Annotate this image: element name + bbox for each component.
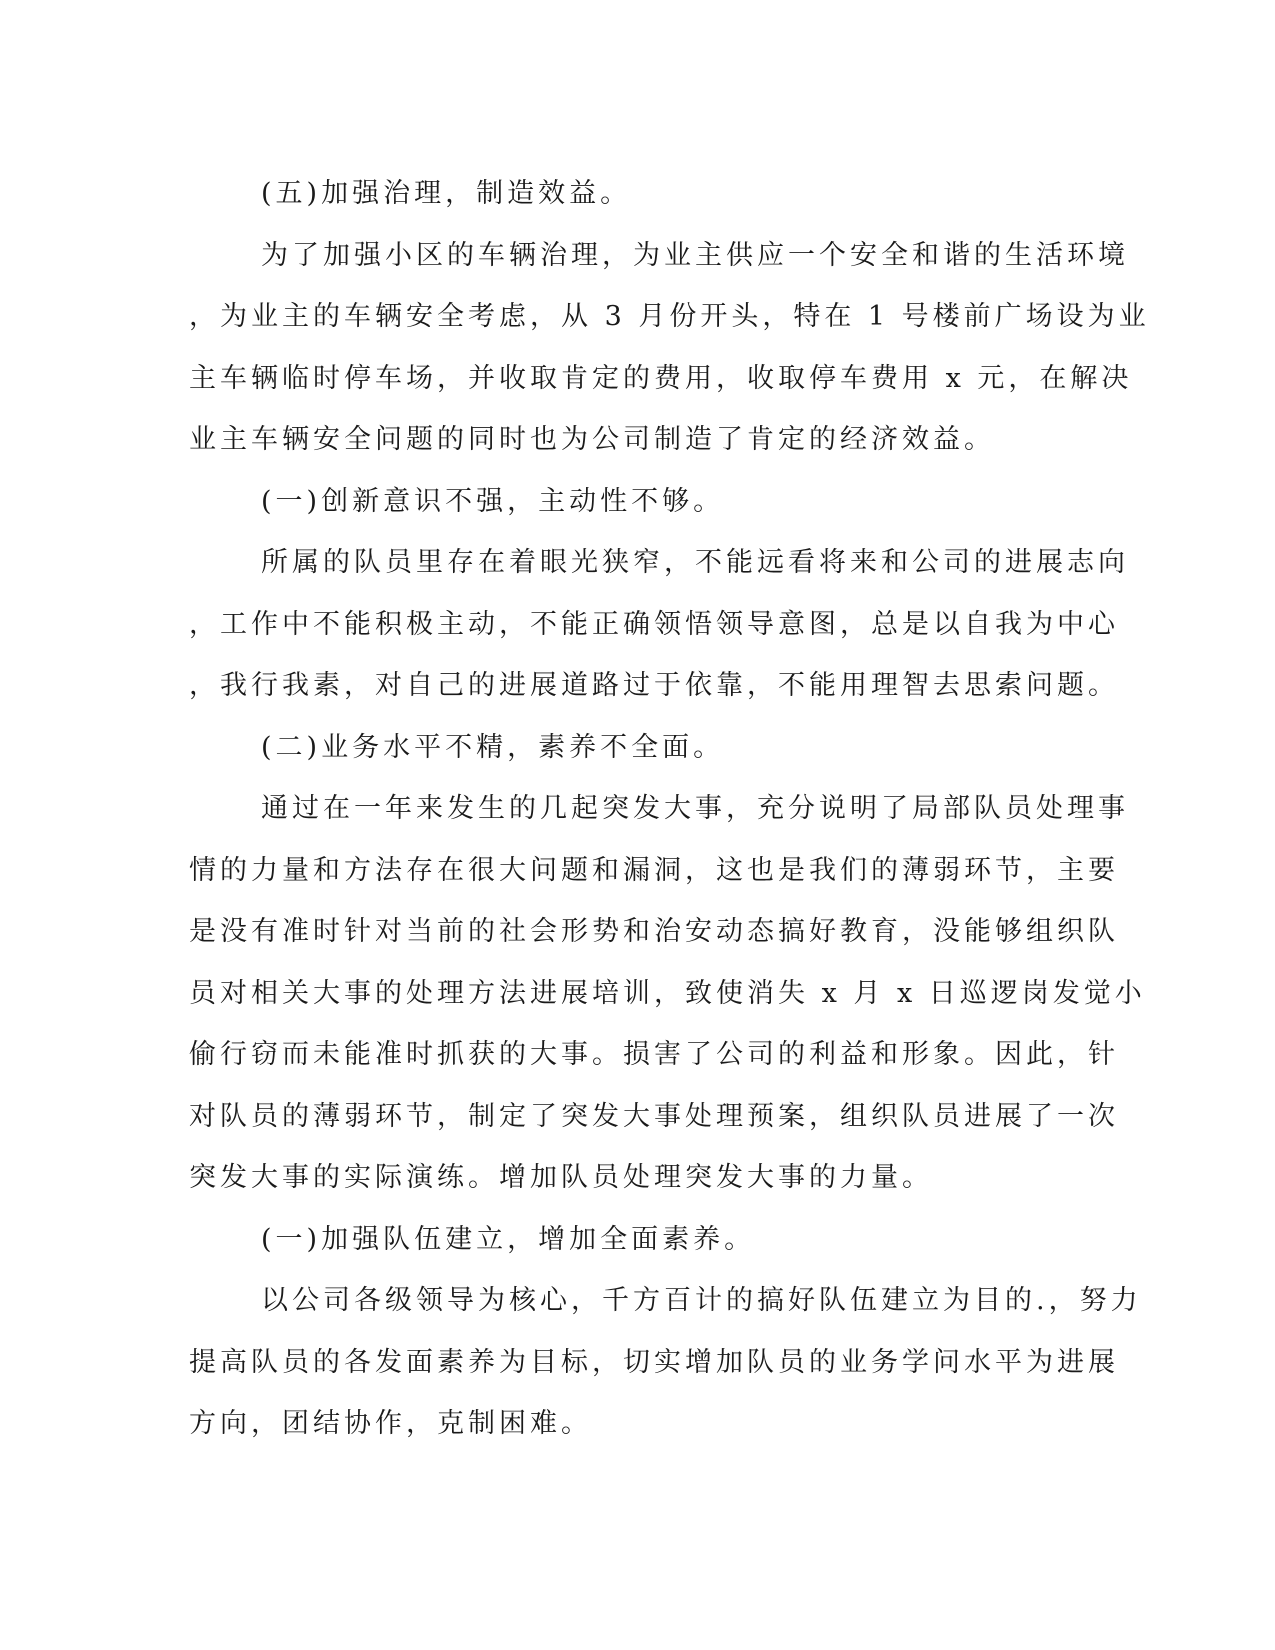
paragraph-line: 以公司各级领导为核心，千方百计的搞好队伍建立为目的.，努力 <box>261 1285 1142 1316</box>
paragraph-line: 是没有准时针对当前的社会形势和治安动态搞好教育，没能够组织队 <box>189 916 1119 947</box>
paragraph-line: 情的力量和方法存在很大问题和漏洞，这也是我们的薄弱环节，主要 <box>189 854 1119 886</box>
paragraph-line: 主车辆临时停车场，并收取肯定的费用，收取停车费用 x 元，在解决 <box>189 362 1133 394</box>
section-heading-two: (二)业务水平不精，素养不全面。 <box>261 731 725 763</box>
paragraph-line: ，我行我素，对自己的进展道路过于依靠，不能用理智去思索问题。 <box>189 670 1119 701</box>
paragraph-line: ，工作中不能积极主动，不能正确领悟领导意图，总是以自我为中心 <box>189 608 1119 640</box>
document-body <box>189 163 1150 1455</box>
paragraph-line: 员对相关大事的处理方法进展培训，致使消失 x 月 x 日巡逻岗发觉小 <box>189 977 1146 1009</box>
section-heading-one-b: (一)加强队伍建立，增加全面素养。 <box>261 1223 756 1255</box>
paragraph-line: ，为业主的车辆安全考虑，从 3 月份开头，特在 1 号楼前广场设为业 <box>189 301 1150 332</box>
paragraph-line: 对队员的薄弱环节，制定了突发大事处理预案，组织队员进展了一次 <box>189 1100 1119 1132</box>
paragraph-line: 业主车辆安全问题的同时也为公司制造了肯定的经济效益。 <box>189 424 995 455</box>
paragraph-line: 方向，团结协作，克制困难。 <box>189 1408 592 1439</box>
paragraph-line: 所属的队员里存在着眼光狭窄，不能远看将来和公司的进展志向 <box>261 547 1129 578</box>
paragraph-line: 突发大事的实际演练。增加队员处理突发大事的力量。 <box>189 1162 933 1193</box>
section-heading-one: (一)创新意识不强，主动性不够。 <box>261 485 725 517</box>
paragraph-line: 偷行窃而未能准时抓获的大事。损害了公司的利益和形象。因此，针 <box>189 1039 1119 1070</box>
section-heading-five: (五)加强治理，制造效益。 <box>261 178 632 209</box>
paragraph-line: 为了加强小区的车辆治理，为业主供应一个安全和谐的生活环境 <box>261 239 1129 271</box>
paragraph-line: 通过在一年来发生的几起突发大事，充分说明了局部队员处理事 <box>261 793 1129 824</box>
paragraph-line: 提高队员的各发面素养为目标，切实增加队员的业务学问水平为进展 <box>189 1346 1119 1378</box>
